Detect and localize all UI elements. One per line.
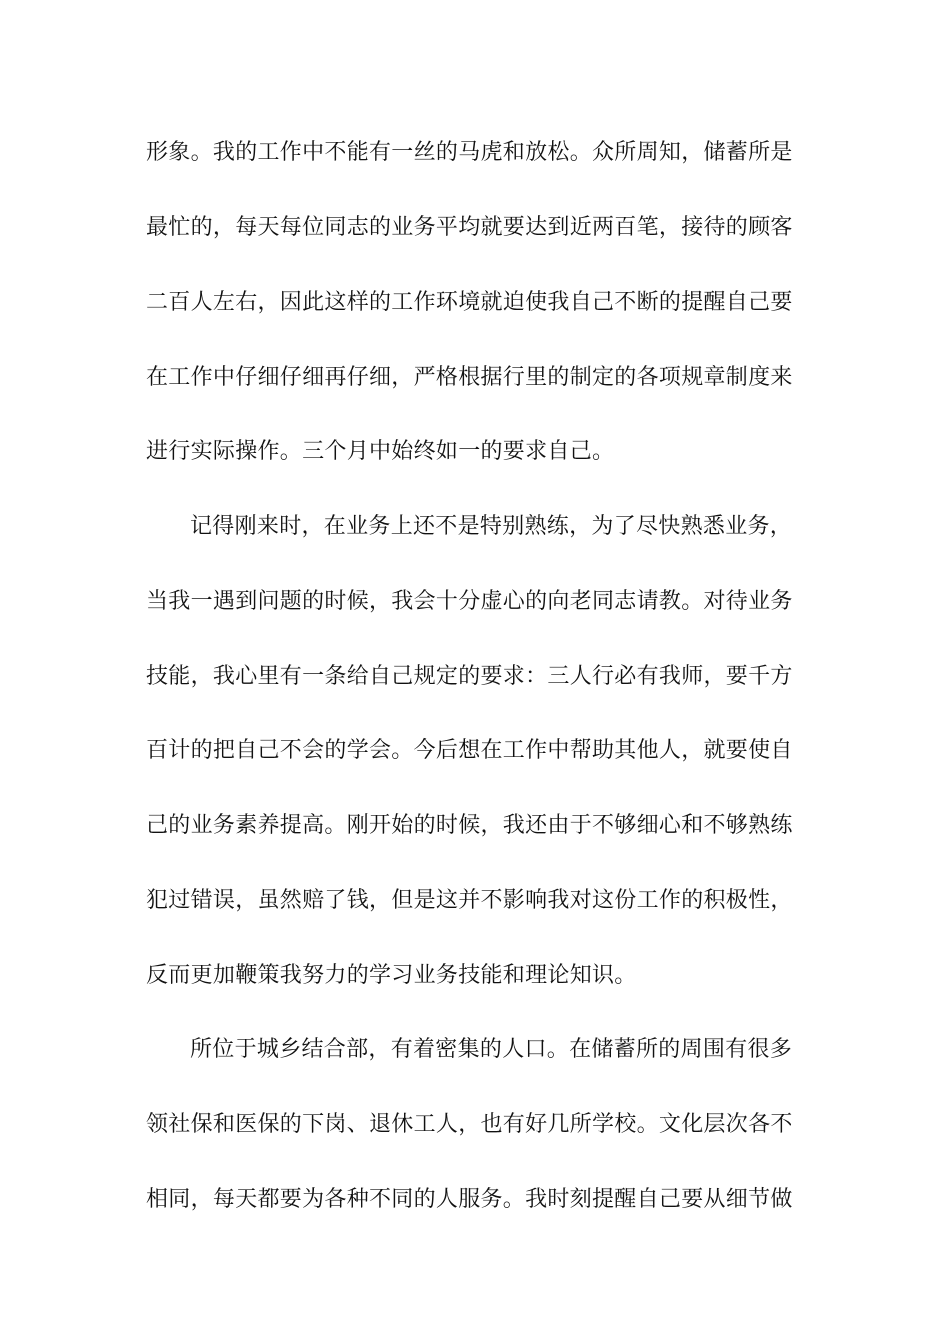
text-line: 己的业务素养提高。刚开始的时候，我还由于不够细心和不够熟练	[146, 813, 793, 838]
text-line: 犯过错误，虽然赔了钱，但是这并不影响我对这份工作的积极性，	[146, 888, 793, 913]
text-line: 技能，我心里有一条给自己规定的要求：三人行必有我师，要千方	[146, 664, 793, 689]
text-line: 最忙的，每天每位同志的业务平均就要达到近两百笔，接待的顾客	[146, 215, 793, 240]
text-line: 当我一遇到问题的时候，我会十分虚心的向老同志请教。对待业务	[146, 589, 793, 614]
text-line: 进行实际操作。三个月中始终如一的要求自己。	[146, 439, 615, 464]
text-line: 形象。我的工作中不能有一丝的马虎和放松。众所周知，储蓄所是	[146, 140, 793, 165]
text-line: 在工作中仔细仔细再仔细，严格根据行里的制定的各项规章制度来	[146, 365, 793, 390]
text-line: 百计的把自己不会的学会。今后想在工作中帮助其他人，就要使自	[146, 738, 793, 763]
paragraph-first-line: 所位于城乡结合部，有着密集的人口。在储蓄所的周围有很多	[190, 1037, 793, 1062]
text-line: 相同，每天都要为各种不同的人服务。我时刻提醒自己要从细节做	[146, 1187, 793, 1212]
text-line: 领社保和医保的下岗、退休工人，也有好几所学校。文化层次各不	[146, 1112, 793, 1137]
paragraph-first-line: 记得刚来时，在业务上还不是特别熟练，为了尽快熟悉业务，	[190, 514, 793, 539]
text-line: 反而更加鞭策我努力的学习业务技能和理论知识。	[146, 963, 637, 988]
text-line: 二百人左右，因此这样的工作环境就迫使我自己不断的提醒自己要	[146, 290, 793, 315]
